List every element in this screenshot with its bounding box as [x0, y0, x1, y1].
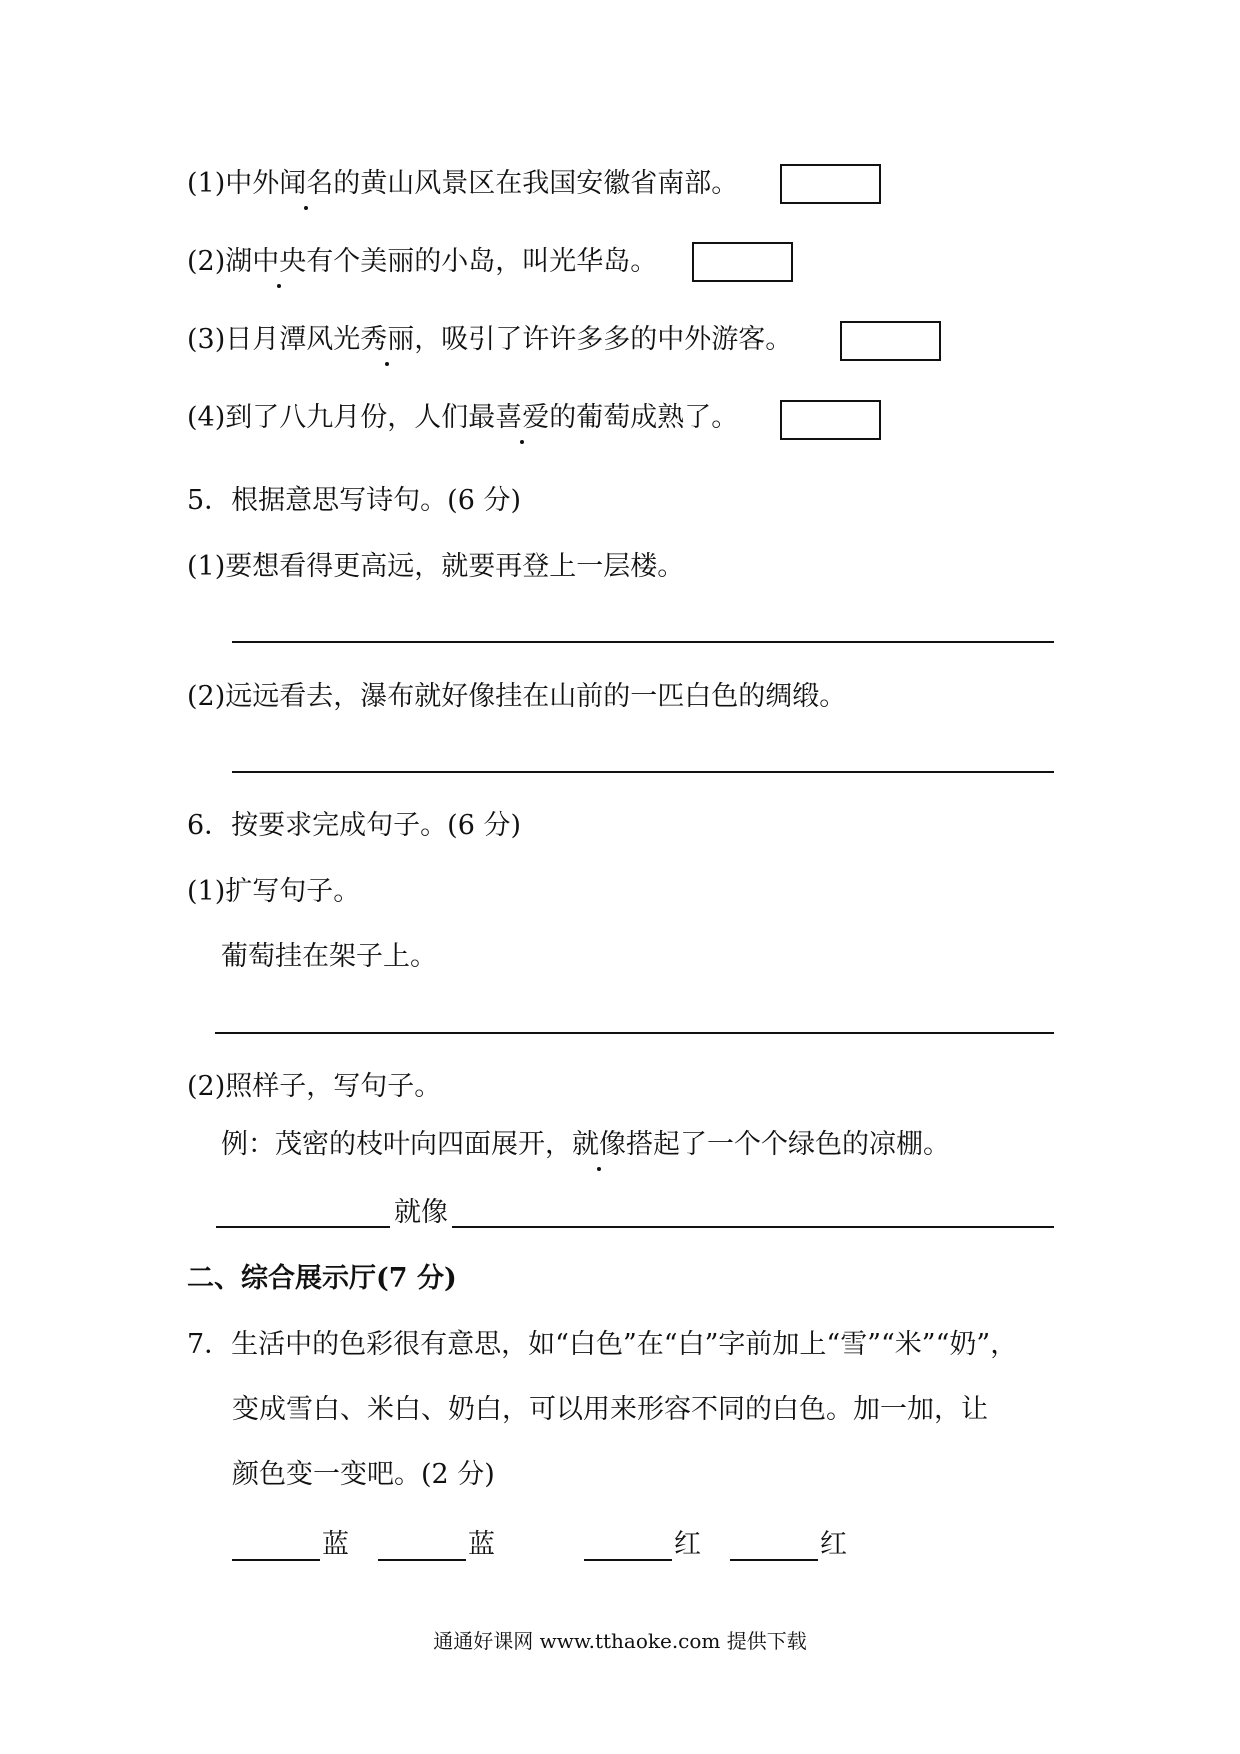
q4-item-3-post: ，吸引了许许多多的中外游客。 [414, 324, 793, 355]
q4-item-4-dotted-word: 喜爱 [495, 402, 550, 433]
q4-item-2-post: 有个美丽的小岛，叫光华岛。 [306, 246, 658, 277]
q4-item-3 [187, 323, 792, 357]
q7-blank-4[interactable] [730, 1559, 818, 1561]
q4-item-1-dotted-word: 闻名 [279, 168, 334, 199]
q4-item-2-pre: 湖 [225, 246, 253, 277]
q5-item-1: (1)要想看得更高远，就要再登上一层楼。 [187, 551, 685, 582]
q6-part2-blank-right[interactable] [452, 1226, 1054, 1228]
q7-line-1: 7．生活中的色彩很有意思，如“白色”在“白”字前加上“雪”“米”“奶”， [187, 1329, 1018, 1360]
q5-answer-line-2[interactable] [232, 771, 1054, 773]
q4-item-4 [187, 401, 738, 435]
q7-blank-3[interactable] [584, 1559, 672, 1561]
q5-item-2: (2)远远看去，瀑布就好像挂在山前的一匹白色的绸缎。 [187, 681, 847, 712]
q4-item-3-pre: 日月潭风光 [225, 324, 361, 355]
q6-heading: 6．按要求完成句子。(6 分) [187, 810, 522, 841]
q4-answer-box-4[interactable] [780, 400, 881, 440]
q7-line-3: 颜色变一变吧。(2 分) [232, 1459, 495, 1490]
page-footer: 通通好课网 www.tthaoke.com 提供下载 [433, 1629, 807, 1653]
q4-answer-box-2[interactable] [692, 242, 793, 282]
q4-answer-box-3[interactable] [840, 321, 941, 361]
q6-part2-title: (2)照样子，写句子。 [187, 1071, 442, 1102]
q4-item-2-dotted-word: 中央 [252, 246, 307, 277]
q4-item-4-pre: 到了八九月份，人们最 [225, 402, 496, 433]
q4-item-2 [187, 245, 657, 279]
q4-item-1-post: 的黄山风景区在我国安徽省南部。 [333, 168, 739, 199]
q4-item-1-num: (1) [187, 168, 226, 199]
q6-example-post: 搭起了一个个绿色的凉棚。 [626, 1129, 950, 1160]
q6-part2-blank-left[interactable] [216, 1226, 390, 1228]
q4-item-1 [187, 167, 738, 201]
q6-example [221, 1128, 950, 1162]
section2-heading: 二、综合展示厅(7 分) [187, 1263, 457, 1294]
q4-item-4-num: (4) [187, 402, 226, 433]
q7-blank-1[interactable] [232, 1559, 320, 1561]
q6-example-pre: 例：茂密的枝叶向四面展开， [221, 1129, 572, 1160]
q4-item-3-dotted-word: 秀丽 [360, 324, 415, 355]
q6-part2-middle-word: 就像 [394, 1197, 448, 1228]
q4-item-4-post: 的葡萄成熟了。 [549, 402, 739, 433]
q7-blank-2[interactable] [378, 1559, 466, 1561]
q4-item-2-num: (2) [187, 246, 226, 277]
q6-part1-title: (1)扩写句子。 [187, 876, 361, 907]
q6-example-dotted-word: 就像 [572, 1129, 626, 1160]
q7-suffix-4: 红 [820, 1529, 847, 1560]
q7-suffix-1: 蓝 [322, 1529, 349, 1560]
q5-heading: 5．根据意思写诗句。(6 分) [187, 485, 522, 516]
q7-suffix-2: 蓝 [468, 1529, 495, 1560]
q6-part1-sentence: 葡萄挂在架子上。 [221, 941, 437, 972]
q6-part1-answer-line[interactable] [215, 1032, 1054, 1034]
q5-answer-line-1[interactable] [232, 641, 1054, 643]
q4-item-3-num: (3) [187, 324, 226, 355]
q4-answer-box-1[interactable] [780, 164, 881, 204]
q7-line-2: 变成雪白、米白、奶白，可以用来形容不同的白色。加一加，让 [232, 1394, 988, 1425]
q7-suffix-3: 红 [674, 1529, 701, 1560]
q4-item-1-pre: 中外 [225, 168, 280, 199]
